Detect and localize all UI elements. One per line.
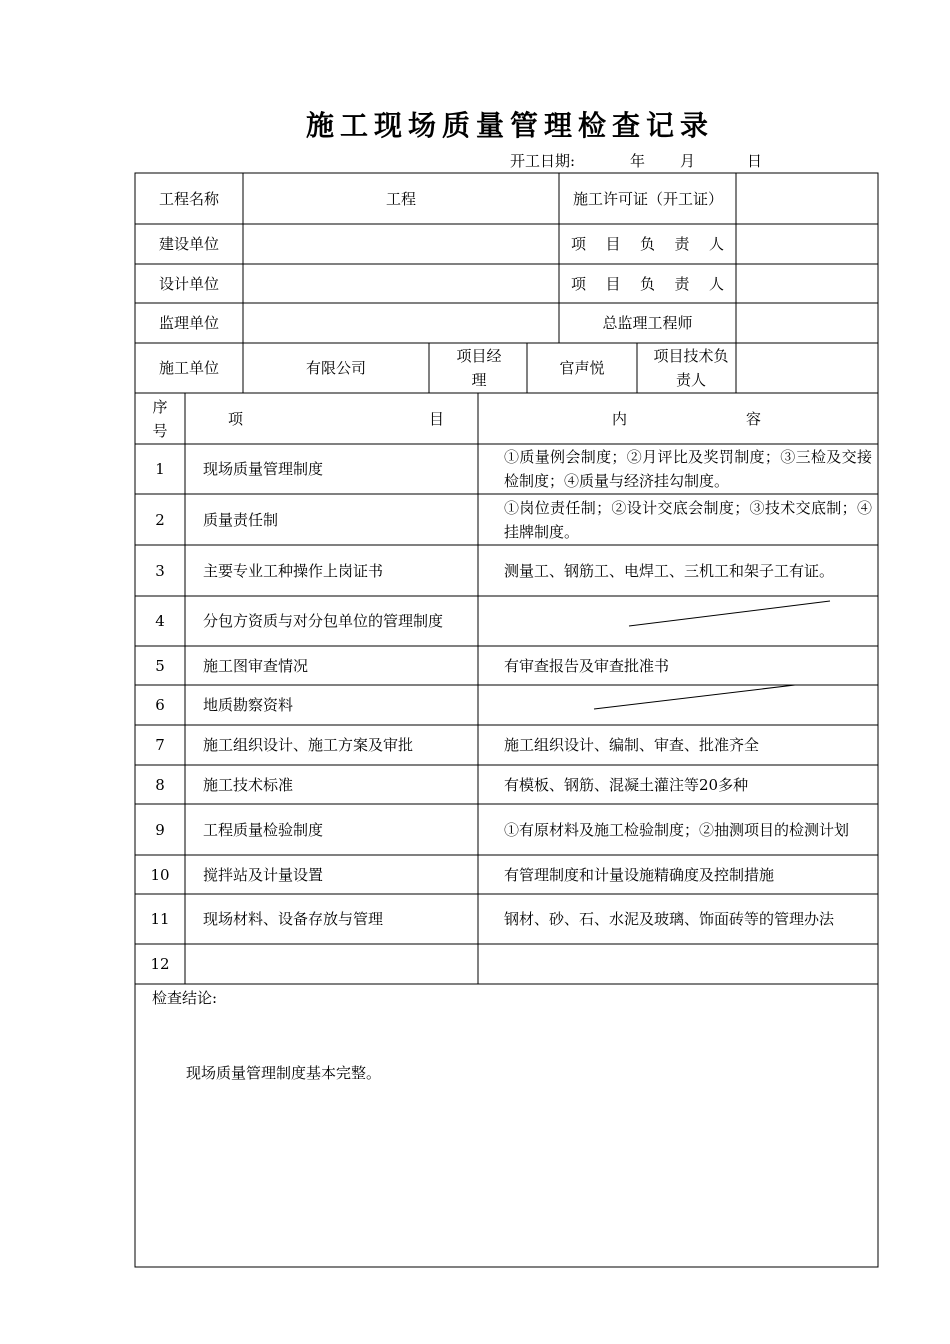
row-10-no: 10 <box>150 865 170 884</box>
row-12-content <box>478 944 878 984</box>
designer-label: 设计单位 <box>158 274 219 293</box>
row-3-item: 主要专业工种操作上岗证书 <box>203 561 384 580</box>
row-7-no: 7 <box>155 736 165 754</box>
row-3-no: 3 <box>155 561 165 580</box>
col-header-content: 内 容 <box>612 409 761 428</box>
row-12-no: 12 <box>150 955 170 973</box>
owner-label: 建设单位 <box>158 235 219 253</box>
row-5-no: 5 <box>155 656 165 675</box>
row-6-item: 地质勘察资料 <box>203 696 294 714</box>
row-10-item: 搅拌站及计量设置 <box>203 865 324 884</box>
row-1-item: 现场质量管理制度 <box>203 460 324 478</box>
row-8-item: 施工技术标准 <box>203 775 294 794</box>
tech-lead-label: 项目技术负责人 <box>653 347 729 389</box>
date-day: 日 <box>747 152 763 170</box>
row-4-content <box>478 596 878 646</box>
row-2-no: 2 <box>155 510 165 529</box>
row-9-no: 9 <box>155 820 165 839</box>
row-8-content: 有模板、钢筋、混凝土灌注等20多种 <box>504 775 749 794</box>
row-5-item: 施工图审查情况 <box>203 656 309 675</box>
conclusion-text: 现场质量管理制度基本完整。 <box>186 1064 382 1082</box>
date-month: 月 <box>680 152 696 170</box>
row-3-content: 测量工、钢筋工、电焊工、三机工和架子工有证。 <box>504 561 835 580</box>
row-1-content: ①质量例会制度；②月评比及奖罚制度；③三检及交接检制度；④质量与经济挂勾制度。 <box>504 448 872 490</box>
row-11-content: 钢材、砂、石、水泥及玻璃、饰面砖等的管理办法 <box>504 910 835 928</box>
project-manager-value: 官声悦 <box>559 359 605 377</box>
row-11-item: 现场材料、设备存放与管理 <box>203 910 384 928</box>
project-manager-label: 项目经理 <box>456 347 502 389</box>
row-2-item: 质量责任制 <box>203 510 279 529</box>
row-12-item <box>185 944 478 984</box>
row-9-content: ①有原材料及施工检验制度；②抽测项目的检测计划 <box>504 820 850 839</box>
chief-supervisor-label: 总监理工程师 <box>602 314 693 332</box>
row-9-item: 工程质量检验制度 <box>203 820 324 839</box>
date-year: 年 <box>630 152 646 170</box>
row-8-no: 8 <box>155 775 165 794</box>
row-4-no: 4 <box>155 612 165 630</box>
row-2-content: ①岗位责任制；②设计交底会制度；③技术交底制；④挂牌制度。 <box>504 498 872 541</box>
date-label: 开工日期: <box>510 152 576 170</box>
supervisor-label: 监理单位 <box>158 314 219 332</box>
row-6-no: 6 <box>155 696 165 714</box>
project-name-label: 工程名称 <box>158 189 219 208</box>
permit-label: 施工许可证（开工证） <box>572 189 723 208</box>
row-6-content <box>478 685 878 725</box>
contractor-label: 施工单位 <box>158 359 219 377</box>
col-header-no: 序号 <box>152 397 168 440</box>
contractor-value: 有限公司 <box>305 359 366 377</box>
conclusion-label: 检查结论: <box>152 989 218 1007</box>
row-1-no: 1 <box>155 460 165 478</box>
row-10-content: 有管理制度和计量设施精确度及控制措施 <box>504 865 775 884</box>
page-title: 施工现场质量管理检查记录 <box>305 109 714 142</box>
row-4-item: 分包方资质与对分包单位的管理制度 <box>203 612 444 630</box>
owner-manager-label: 项 目 负 责 人 <box>571 235 724 253</box>
col-header-item: 项 目 <box>228 409 444 428</box>
designer-manager-label: 项 目 负 责 人 <box>571 274 724 293</box>
row-7-item: 施工组织设计、施工方案及审批 <box>203 736 414 754</box>
project-name-value: 工程 <box>385 189 416 208</box>
row-11-no: 11 <box>150 910 170 928</box>
row-5-content: 有审查报告及审查批准书 <box>504 656 670 675</box>
row-7-content: 施工组织设计、编制、审查、批准齐全 <box>504 736 760 754</box>
